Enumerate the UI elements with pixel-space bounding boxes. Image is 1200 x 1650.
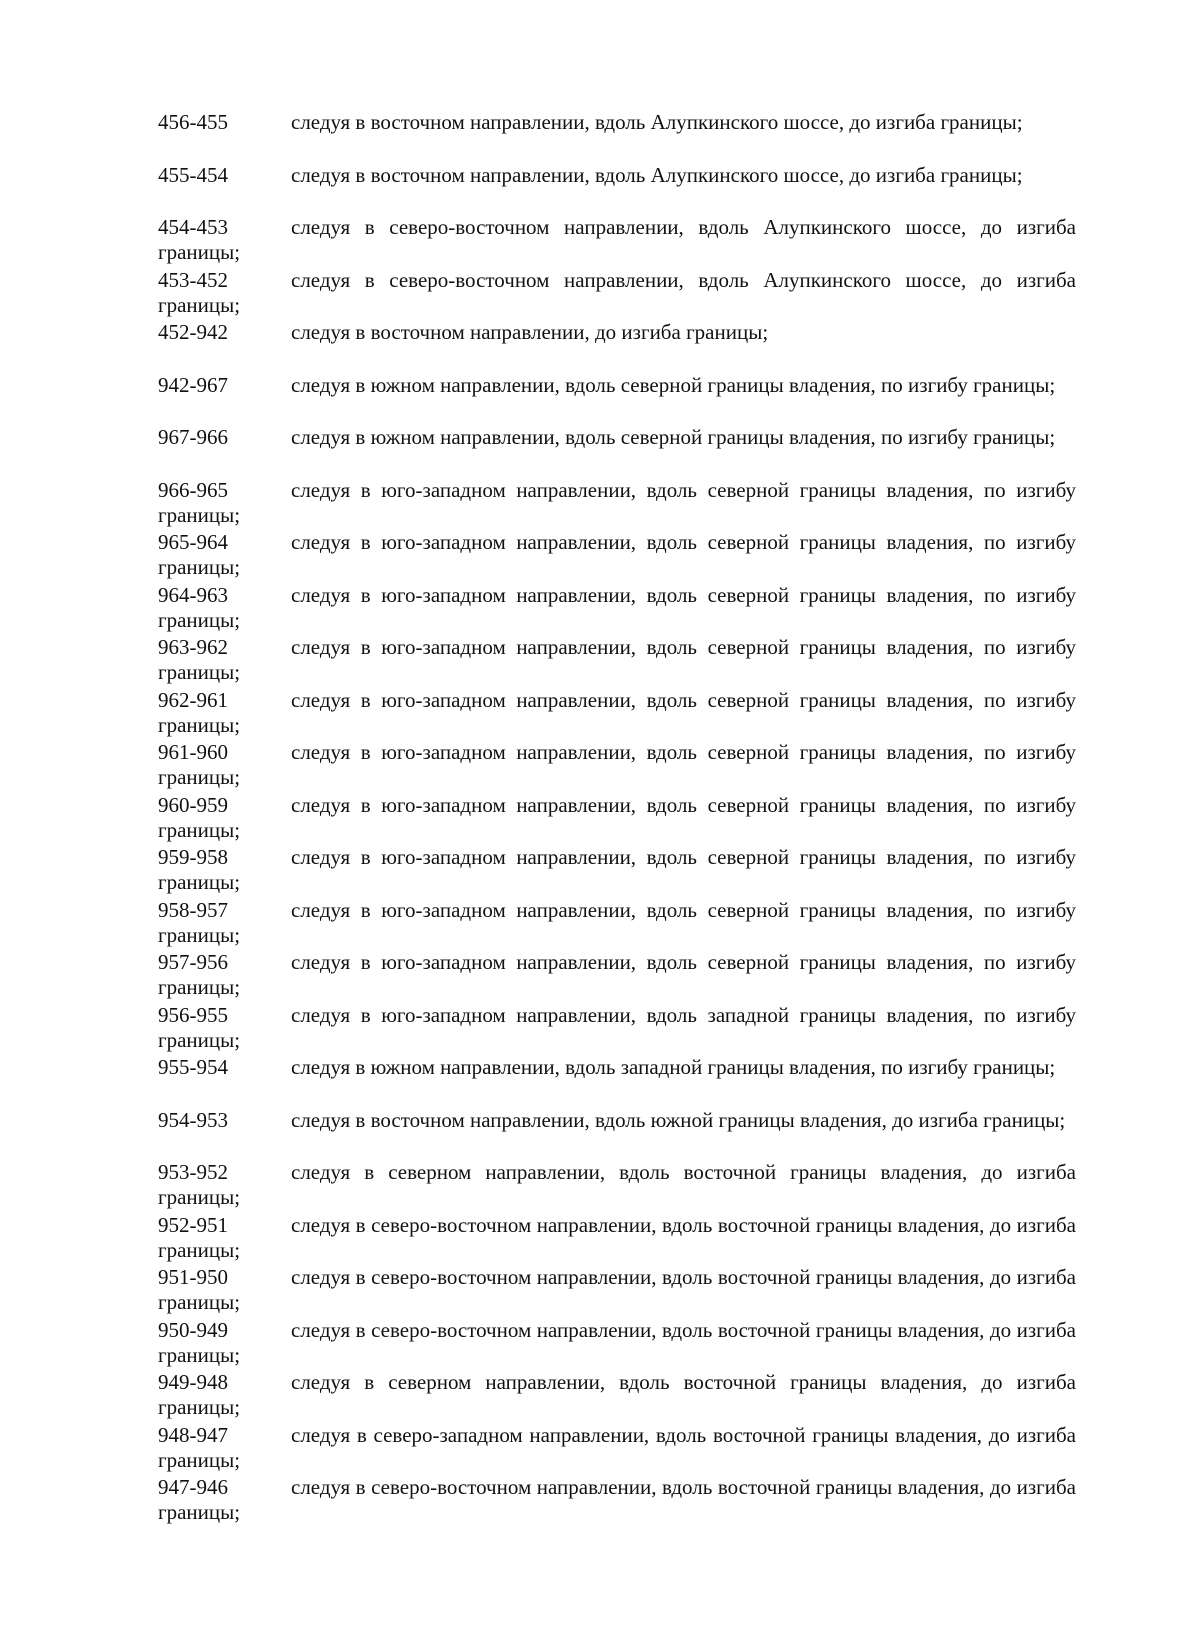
segment-description-block: [158, 1003, 1076, 1053]
segment-description: следуя в юго-западном направлении, вдоль северной границы владения, по изгибу границы;: [158, 792, 1076, 842]
list-item: [158, 268, 1076, 321]
segment-description-block: [158, 1108, 1076, 1133]
segment-description: следуя в южном направлении, вдоль западной границы владения, по изгибу границы;: [291, 1055, 1056, 1079]
list-item: [158, 1213, 1076, 1266]
segment-description: следуя в северо-восточном направлении, вдоль восточной границы владения, до изгиба границы;: [158, 1212, 1076, 1262]
segment-number: 952-951: [158, 1212, 228, 1237]
segment-description-block: [158, 110, 1076, 135]
list-item: [158, 373, 1076, 426]
segment-description-block: [158, 320, 1076, 345]
segment-number: 967-966: [158, 425, 228, 449]
segment-description-block: [158, 1318, 1076, 1368]
list-item: [158, 688, 1076, 741]
segment-description: следуя в юго-западном направлении, вдоль северной границы владения, по изгибу границы;: [158, 845, 1076, 894]
boundary-description-list: [158, 110, 1076, 1528]
segment-description: следуя в юго-западном направлении, вдоль северной границы владения, по изгибу границы;: [158, 635, 1076, 684]
segment-description-block: [158, 635, 1076, 685]
segment-description-block: [158, 373, 1076, 398]
segment-number: 947-946: [158, 1475, 228, 1499]
segment-description: следуя в восточном направлении, вдоль Алупкинского шоссе, до изгиба границы;: [291, 110, 1023, 134]
segment-number: 456-455: [158, 110, 228, 134]
list-item: [158, 1265, 1076, 1318]
segment-number: 966-965: [158, 477, 228, 502]
segment-description-block: [158, 1423, 1076, 1473]
segment-number: 963-962: [158, 635, 228, 659]
document-page: [158, 110, 1076, 1528]
list-item: [158, 110, 1076, 163]
list-item: [158, 740, 1076, 793]
segment-number: 960-959: [158, 792, 228, 817]
list-item: [158, 1475, 1076, 1528]
segment-description-block: [158, 1160, 1076, 1210]
segment-description: следуя в юго-западном направлении, вдоль западной границы владения, по изгибу границы;: [158, 1002, 1076, 1052]
segment-number: 453-452: [158, 267, 228, 292]
segment-description-block: [158, 1055, 1076, 1080]
segment-description: следуя в северо-восточном направлении, вдоль восточной границы владения, до изгиба границы;: [158, 1265, 1076, 1314]
segment-description: следуя в северо-восточном направлении, вдоль восточной границы владения, до изгиба границы;: [158, 1317, 1076, 1367]
list-item: [158, 1108, 1076, 1161]
segment-number: 951-950: [158, 1265, 228, 1289]
segment-description: следуя в юго-западном направлении, вдоль северной границы владения, по изгибу границы;: [158, 530, 1076, 579]
segment-description-block: [158, 1475, 1076, 1525]
segment-description: следуя в восточном направлении, до изгиба границы;: [291, 320, 769, 344]
list-item: [158, 898, 1076, 951]
segment-description: следуя в северо-восточном направлении, вдоль Алупкинского шоссе, до изгиба границы;: [158, 267, 1076, 317]
segment-description: следуя в северо-западном направлении, вдоль восточной границы владения, до изгиба границы;: [158, 1422, 1076, 1472]
segment-number: 454-453: [158, 215, 228, 239]
segment-description: следуя в юго-западном направлении, вдоль северной границы владения, по изгибу границы;: [158, 740, 1076, 789]
list-item: [158, 163, 1076, 216]
segment-number: 452-942: [158, 320, 228, 344]
segment-number: 961-960: [158, 740, 228, 764]
segment-number: 958-957: [158, 897, 228, 922]
segment-description: следуя в северном направлении, вдоль восточной границы владения, до изгиба границы;: [158, 1160, 1076, 1209]
segment-description-block: [158, 268, 1076, 318]
segment-description-block: [158, 583, 1076, 633]
list-item: [158, 1423, 1076, 1476]
list-item: [158, 950, 1076, 1003]
segment-description: следуя в юго-западном направлении, вдоль северной границы владения, по изгибу границы;: [158, 687, 1076, 737]
segment-number: 957-956: [158, 950, 228, 974]
list-item: [158, 320, 1076, 373]
segment-description-block: [158, 793, 1076, 843]
segment-description-block: [158, 1213, 1076, 1263]
segment-description-block: [158, 530, 1076, 580]
segment-number: 956-955: [158, 1002, 228, 1027]
segment-number: 959-958: [158, 845, 228, 869]
list-item: [158, 1370, 1076, 1423]
segment-description-block: [158, 1370, 1076, 1420]
segment-number: 965-964: [158, 530, 228, 554]
segment-description: следуя в северо-восточном направлении, вдоль Алупкинского шоссе, до изгиба границы;: [158, 215, 1076, 264]
segment-description: следуя в восточном направлении, вдоль южной границы владения, до изгиба границы;: [291, 1107, 1066, 1132]
segment-description-block: [158, 215, 1076, 265]
list-item: [158, 530, 1076, 583]
list-item: [158, 1318, 1076, 1371]
list-item: [158, 635, 1076, 688]
list-item: [158, 793, 1076, 846]
list-item: [158, 845, 1076, 898]
segment-number: 948-947: [158, 1422, 228, 1447]
segment-number: 964-963: [158, 582, 228, 607]
list-item: [158, 583, 1076, 636]
segment-number: 950-949: [158, 1317, 228, 1342]
segment-description: следуя в южном направлении, вдоль северной границы владения, по изгибу границы;: [291, 425, 1056, 449]
segment-number: 949-948: [158, 1370, 228, 1394]
segment-number: 962-961: [158, 687, 228, 712]
segment-description: следуя в северном направлении, вдоль восточной границы владения, до изгиба границы;: [158, 1370, 1076, 1419]
segment-description: следуя в северо-восточном направлении, вдоль восточной границы владения, до изгиба границы;: [158, 1475, 1076, 1524]
list-item: [158, 478, 1076, 531]
list-item: [158, 1055, 1076, 1108]
segment-description: следуя в восточном направлении, вдоль Алупкинского шоссе, до изгиба границы;: [291, 162, 1023, 187]
segment-description-block: [158, 478, 1076, 528]
list-item: [158, 425, 1076, 478]
segment-number: 942-967: [158, 372, 228, 397]
segment-number: 953-952: [158, 1160, 228, 1184]
segment-number: 955-954: [158, 1055, 228, 1079]
segment-description-block: [158, 950, 1076, 1000]
list-item: [158, 1003, 1076, 1056]
segment-number: 455-454: [158, 162, 228, 187]
segment-description-block: [158, 845, 1076, 895]
segment-description-block: [158, 163, 1076, 188]
segment-description-block: [158, 1265, 1076, 1315]
list-item: [158, 1160, 1076, 1213]
segment-description-block: [158, 740, 1076, 790]
segment-description-block: [158, 688, 1076, 738]
segment-description: следуя в юго-западном направлении, вдоль северной границы владения, по изгибу границы;: [158, 477, 1076, 527]
segment-description-block: [158, 898, 1076, 948]
segment-number: 954-953: [158, 1107, 228, 1132]
segment-description-block: [158, 425, 1076, 450]
segment-description: следуя в юго-западном направлении, вдоль северной границы владения, по изгибу границы;: [158, 950, 1076, 999]
segment-description: следуя в юго-западном направлении, вдоль северной границы владения, по изгибу границы;: [158, 582, 1076, 632]
segment-description: следуя в юго-западном направлении, вдоль северной границы владения, по изгибу границы;: [158, 897, 1076, 947]
segment-description: следуя в южном направлении, вдоль северной границы владения, по изгибу границы;: [291, 372, 1056, 397]
list-item: [158, 215, 1076, 268]
